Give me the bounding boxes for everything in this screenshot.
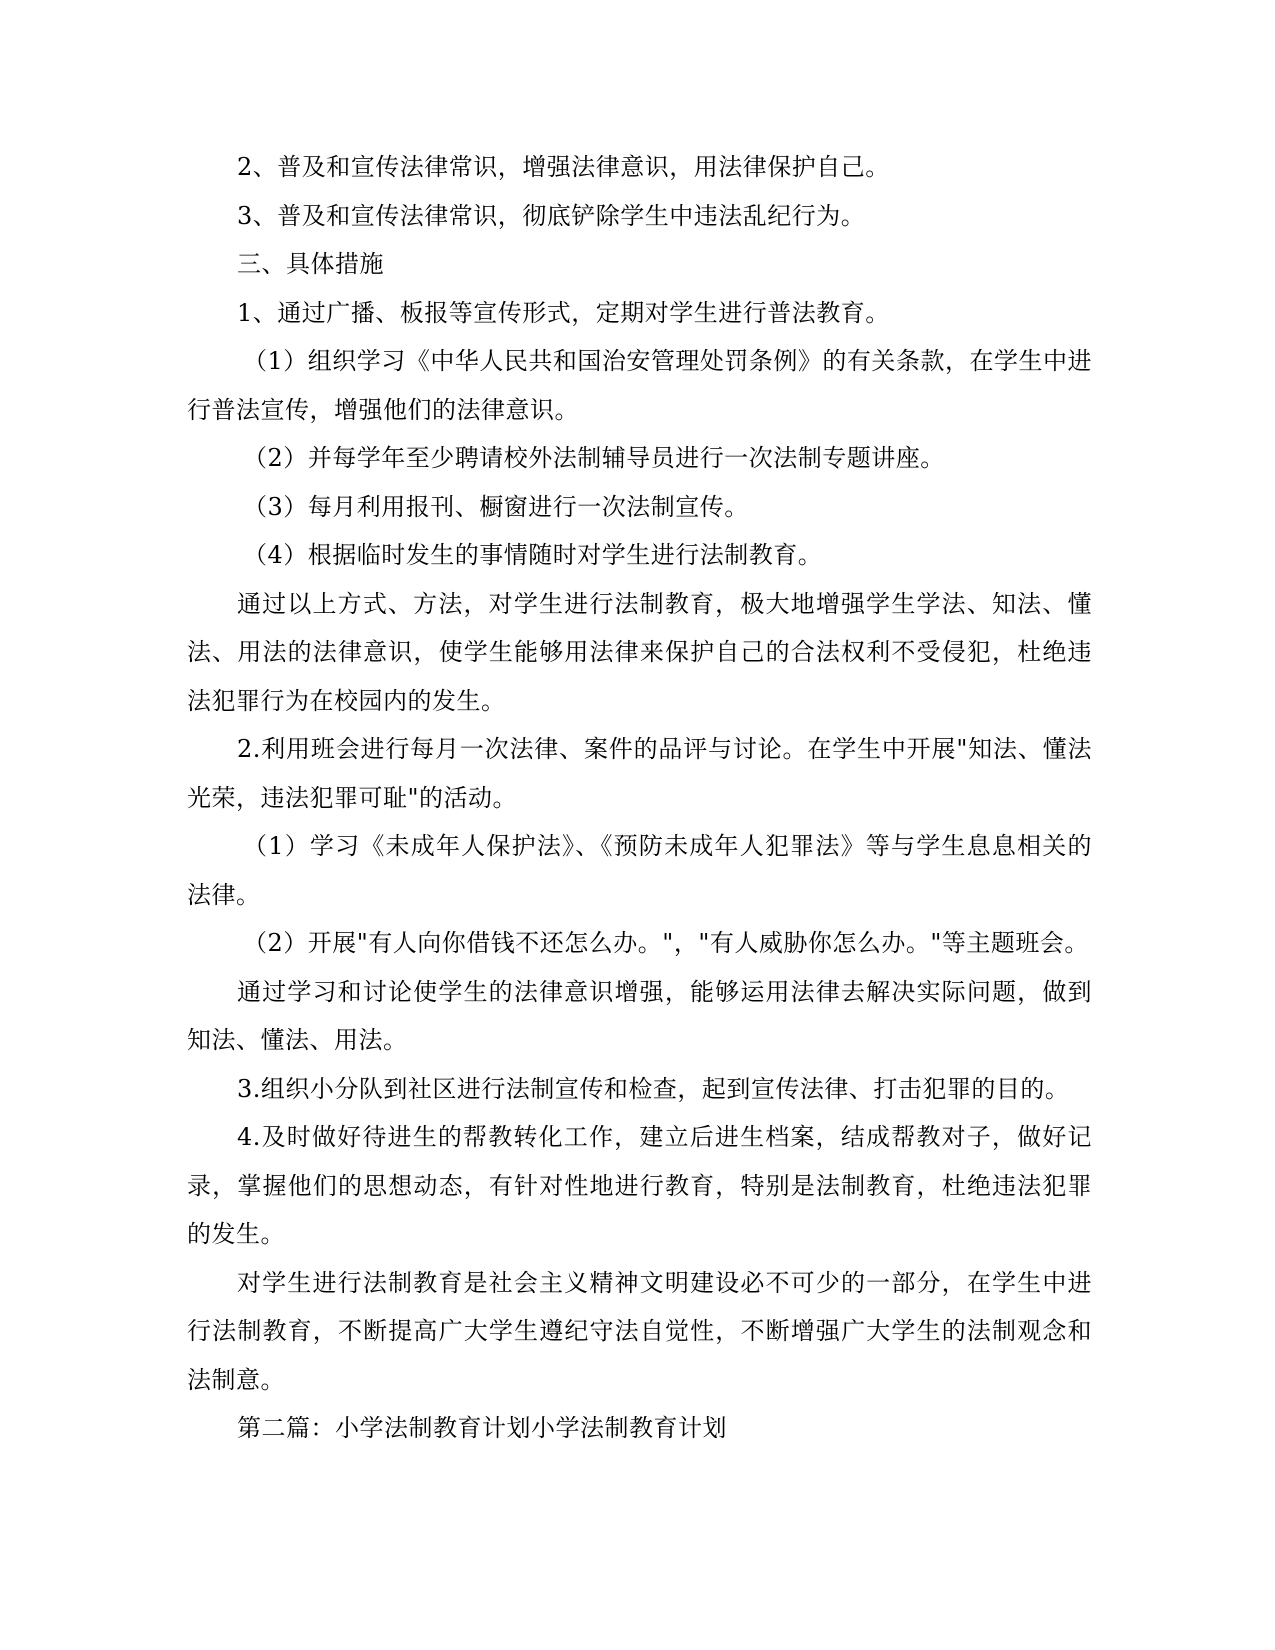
document-page	[187, 143, 1092, 1453]
paragraph-measure-1: 1、通过广播、板报等宣传形式，定期对学生进行普法教育。	[237, 298, 890, 327]
paragraph-measure-1-item-1: （1）组织学习《中华人民共和国治安管理处罚条例》的有关条款，在学生中进行普法宣传，增强他们的法律意识。	[187, 347, 1092, 424]
paragraph-measure-3: 3.组织小分队到社区进行法制宣传和检查，起到宣传法律、打击犯罪的目的。	[237, 1074, 1070, 1103]
paragraph-measure-4: 4.及时做好待进生的帮教转化工作，建立后进生档案，结成帮教对子，做好记录，掌握他们的思想动态，有针对性地进行教育，特别是法制教育，杜绝违法犯罪的发生。	[187, 1123, 1092, 1248]
paragraph-measure-2-item-1: （1）学习《未成年人保护法》、《预防未成年人犯罪法》等与学生息息相关的法律。	[187, 832, 1092, 909]
paragraph-conclusion: 对学生进行法制教育是社会主义精神文明建设必不可少的一部分，在学生中进行法制教育，不断提高广大学生遵纪守法自觉性，不断增强广大学生的法制观念和法制意。	[187, 1268, 1092, 1394]
section-heading-measures: 三、具体措施	[237, 250, 384, 278]
paragraph-measure-2-summary: 通过学习和讨论使学生的法律意识增强，能够运用法律去解决实际问题，做到知法、懂法、用法。	[187, 977, 1092, 1054]
paragraph-aim-2: 2、普及和宣传法律常识，增强法律意识，用法律保护自己。	[237, 153, 890, 181]
next-article-title: 第二篇：小学法制教育计划小学法制教育计划	[237, 1414, 727, 1442]
paragraph-measure-1-item-2: （2）并每学年至少聘请校外法制辅导员进行一次法制专题讲座。	[243, 444, 945, 472]
paragraph-aim-3: 3、普及和宣传法律常识，彻底铲除学生中违法乱纪行为。	[237, 201, 866, 230]
paragraph-measure-1-summary: 通过以上方式、方法，对学生进行法制教育，极大地增强学生学法、知法、懂法、用法的法律意识，使学生能够用法律来保护自己的合法权利不受侵犯，杜绝违法犯罪行为在校园内的发生。	[187, 589, 1092, 715]
paragraph-measure-2: 2.利用班会进行每月一次法律、案件的品评与讨论。在学生中开展"知法、懂法光荣，违法犯罪可耻"的活动。	[187, 735, 1092, 812]
paragraph-measure-1-item-3: （3）每月利用报刊、橱窗进行一次法制宣传。	[243, 492, 749, 521]
paragraph-measure-1-item-4: （4）根据临时发生的事情随时对学生进行法制教育。	[243, 541, 823, 569]
paragraph-measure-2-item-2: （2）开展"有人向你借钱不还怎么办。"，"有人威胁你怎么办。"等主题班会。	[243, 929, 1089, 957]
